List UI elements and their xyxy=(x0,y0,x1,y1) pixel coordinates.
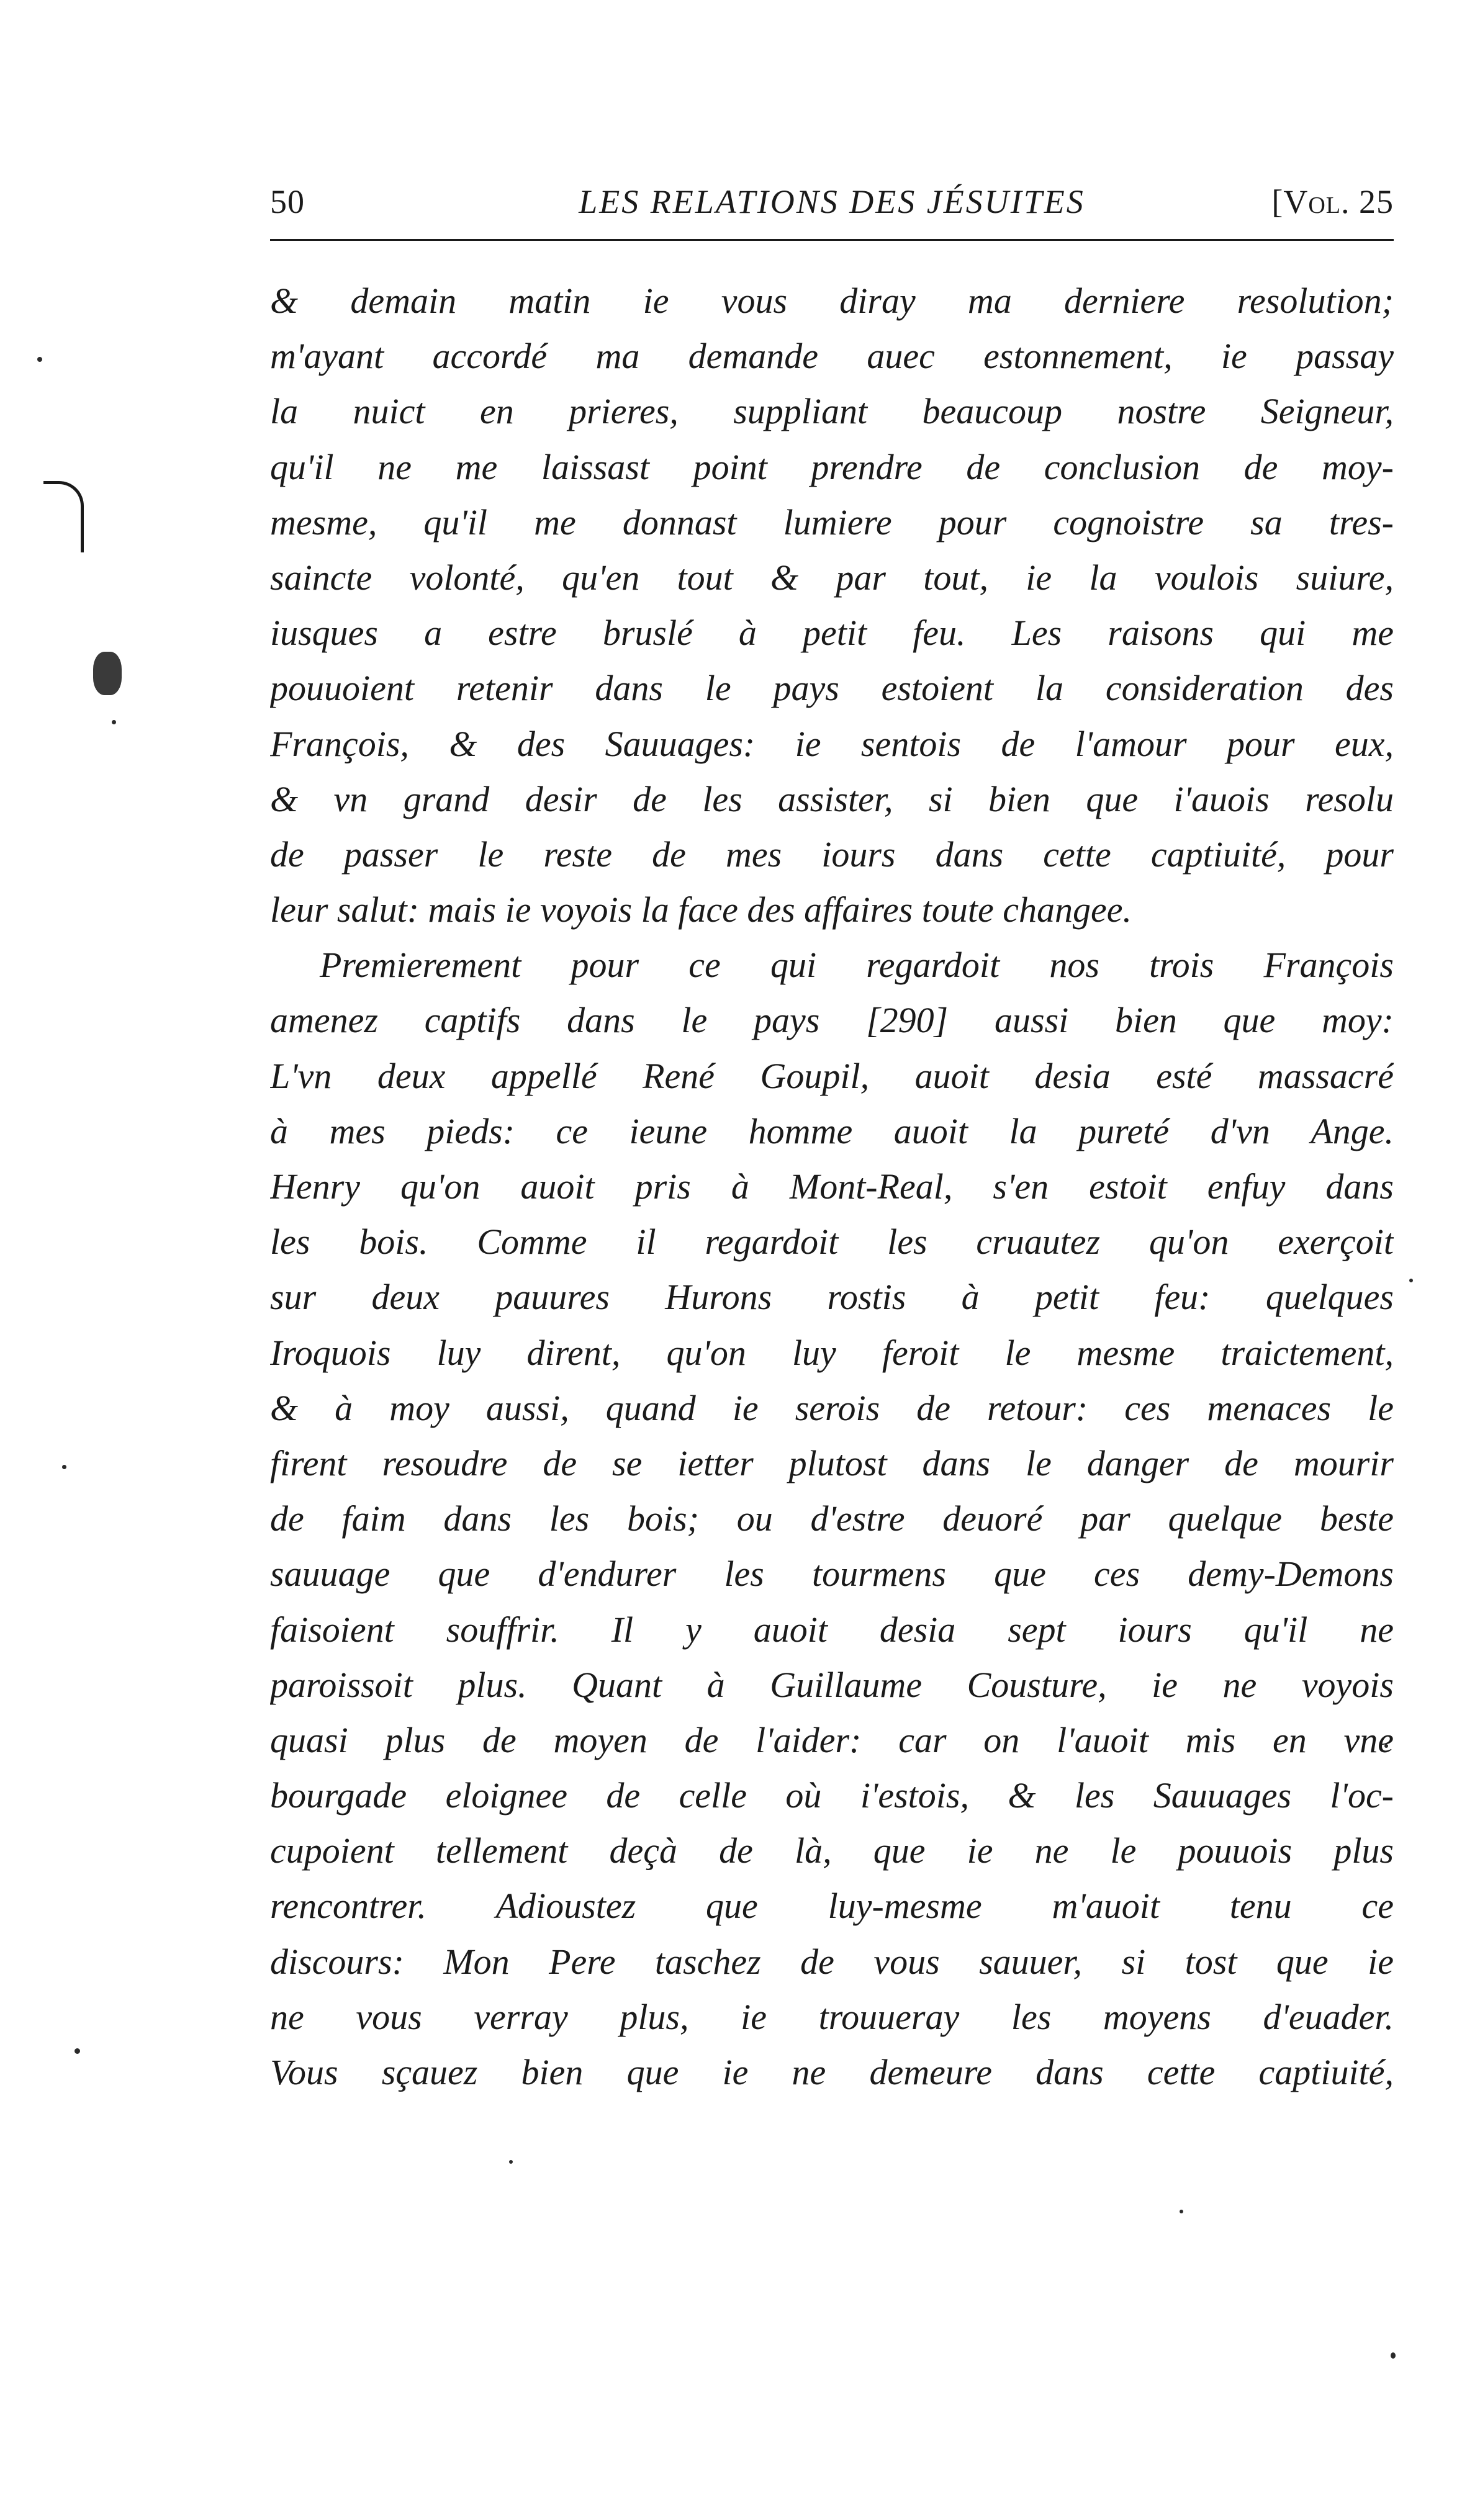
text-line: les bois. Comme il regardoit les cruautez qu'on exerçoit xyxy=(270,1222,1394,1262)
margin-speck xyxy=(1180,2210,1183,2213)
text-line: rencontrer. Adioustez que luy-mesme m'auoit tenu ce xyxy=(270,1886,1394,1927)
text-line: m'ayant accordé ma demande auec estonnement, ie passay xyxy=(270,336,1394,377)
running-header xyxy=(270,177,1394,227)
paragraph-first-line: Premierement pour ce qui regardoit nos trois François xyxy=(320,945,1394,986)
text-line: Vous sçauez bien que ie ne demeure dans cette captiuité, xyxy=(270,2052,1394,2092)
margin-bracket-mark xyxy=(43,481,84,552)
text-line: à mes pieds: ce ieune homme auoit la pureté d'vn Ange. xyxy=(270,1110,1394,1151)
text-line: & demain matin ie vous diray ma derniere resolution; xyxy=(270,281,1394,321)
text-line: de passer le reste de mes iours dans cette captiuité, pour xyxy=(270,834,1394,875)
text-line: François, & des Sauuages: ie sentois de l'amour pour eux, xyxy=(270,723,1394,764)
text-line: mesme, qu'il me donnast lumiere pour cognoistre sa tres- xyxy=(270,502,1394,542)
text-line: de faim dans les bois; ou d'estre deuoré par quelque beste xyxy=(270,1498,1394,1539)
header-rule xyxy=(270,239,1394,241)
text-line: Iroquois luy dirent, qu'on luy feroit le mesme traictement, xyxy=(270,1332,1394,1373)
text-line: cupoient tellement deçà de là, que ie ne le pouuois plus xyxy=(270,1830,1394,1871)
text-line: Henry qu'on auoit pris à Mont-Real, s'en estoit enfuy dans xyxy=(270,1166,1394,1207)
text-line: bourgade eloignee de celle où i'estois, & les Sauuages l'oc- xyxy=(270,1775,1394,1816)
text-line: & vn grand desir de les assister, si bien que i'auois resolu xyxy=(270,778,1394,819)
body-text xyxy=(270,273,1394,2100)
margin-speck xyxy=(93,652,122,695)
text-line: saincte volonté, qu'en tout & par tout, ie la voulois suiure, xyxy=(270,557,1394,598)
page-number: 50 xyxy=(270,183,305,220)
margin-speck xyxy=(37,357,42,362)
text-line: discours: Mon Pere taschez de vous sauuer, si tost que ie xyxy=(270,1941,1394,1982)
text-line: iusques a estre bruslé à petit feu. Les raisons qui me xyxy=(270,613,1394,654)
text-line: qu'il ne me laissast point prendre de conclusion de moy- xyxy=(270,446,1394,487)
margin-speck xyxy=(509,2160,513,2164)
text-line: amenez captifs dans le pays [290] aussi bien que moy: xyxy=(270,1000,1394,1041)
text-line: quasi plus de moyen de l'aider: car on l'auoit mis en vne xyxy=(270,1719,1394,1760)
text-line: firent resoudre de se ietter plutost dans le danger de mourir xyxy=(270,1442,1394,1483)
volume-reference: [Vol. 25 xyxy=(1271,183,1394,220)
paragraph-end-line: leur salut: mais ie voyois la face des affaires toute changee. xyxy=(270,889,1132,930)
margin-speck xyxy=(74,2048,80,2054)
text-line: L'vn deux appellé René Goupil, auoit desia esté massacré xyxy=(270,1055,1394,1096)
margin-speck xyxy=(112,720,116,724)
text-line: paroissoit plus. Quant à Guillaume Cousture, ie ne voyois xyxy=(270,1664,1394,1705)
margin-speck xyxy=(1409,1279,1413,1282)
text-line: pouuoient retenir dans le pays estoient la consideration des xyxy=(270,668,1394,709)
text-line: la nuict en prieres, suppliant beaucoup nostre Seigneur, xyxy=(270,391,1394,432)
text-line: sur deux pauures Hurons rostis à petit feu: quelques xyxy=(270,1277,1394,1318)
running-title: LES RELATIONS DES JÉSUITES xyxy=(579,183,1085,220)
text-line: & à moy aussi, quand ie serois de retour: ces menaces le xyxy=(270,1387,1394,1428)
text-line: faisoient souffrir. Il y auoit desia sept iours qu'il ne xyxy=(270,1609,1394,1650)
margin-speck xyxy=(1391,2352,1396,2359)
text-line: sauuage que d'endurer les tourmens que ces demy-Demons xyxy=(270,1554,1394,1595)
margin-speck xyxy=(62,1465,66,1469)
text-line: ne vous verray plus, ie trouueray les moyens d'euader. xyxy=(270,1996,1394,2037)
